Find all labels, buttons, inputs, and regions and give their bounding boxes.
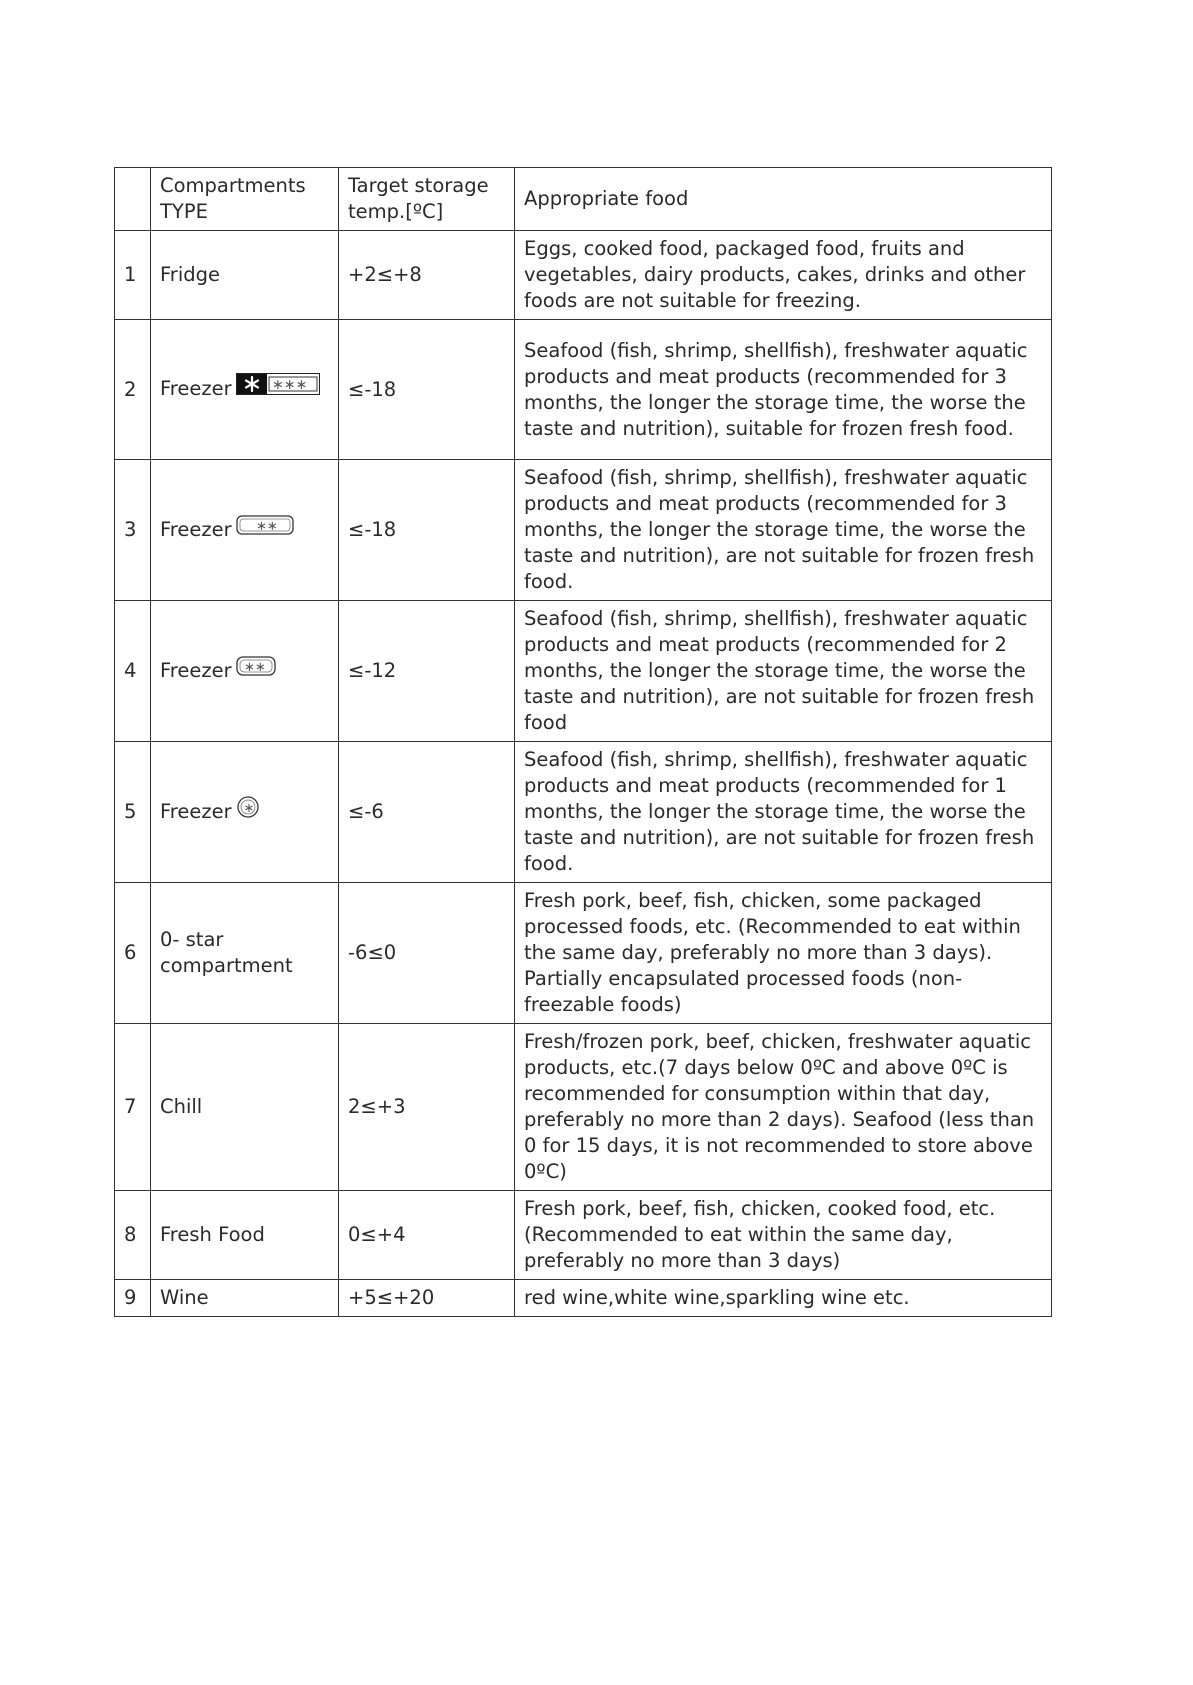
appropriate-food: red wine,white wine,sparkling wine etc. xyxy=(515,1280,1052,1317)
svg-text:∗: ∗ xyxy=(243,800,255,816)
one-star-freezer-icon xyxy=(236,795,260,826)
table-row xyxy=(115,883,1052,1024)
compartment-type xyxy=(151,320,339,460)
compartment-label: 0- star compartment xyxy=(160,928,293,977)
target-temp: ≤-18 xyxy=(339,320,515,460)
table-header-row xyxy=(115,168,1052,231)
table-row xyxy=(115,601,1052,742)
target-temp: ≤-12 xyxy=(339,601,515,742)
target-temp: ≤-18 xyxy=(339,460,515,601)
table-row xyxy=(115,1024,1052,1191)
target-temp: ≤-6 xyxy=(339,742,515,883)
table-row xyxy=(115,1280,1052,1317)
header-number xyxy=(115,168,151,231)
target-temp: 2≤+3 xyxy=(339,1024,515,1191)
appropriate-food: Eggs, cooked food, packaged food, fruits and vegetables, dairy products, cakes, drinks and other foods are not suitable for freezing. xyxy=(515,231,1052,320)
row-number: 2 xyxy=(115,320,151,460)
two-star-freezer-icon xyxy=(236,655,276,684)
row-number: 8 xyxy=(115,1191,151,1280)
target-temp: +5≤+20 xyxy=(339,1280,515,1317)
compartment-type xyxy=(151,742,339,883)
storage-temperature-table xyxy=(114,167,1052,1317)
target-temp: +2≤+8 xyxy=(339,231,515,320)
row-number: 9 xyxy=(115,1280,151,1317)
row-number: 7 xyxy=(115,1024,151,1191)
appropriate-food: Seafood (fish, shrimp, shellfish), freshwater aquatic products and meat products (recommended for 3 months, the longer the storage time, the worse the taste and nutrition), suitable for frozen fresh food. xyxy=(515,320,1052,460)
table-row xyxy=(115,231,1052,320)
target-temp: -6≤0 xyxy=(339,883,515,1024)
compartment-label: Chill xyxy=(160,1095,203,1118)
appropriate-food: Fresh pork, beef, fish, chicken, some packaged processed foods, etc. (Recommended to eat within the same day, preferably no more than 3 days). Partially encapsulated processed foods (non-freezable foods) xyxy=(515,883,1052,1024)
table-row xyxy=(115,320,1052,460)
compartment-type xyxy=(151,460,339,601)
appropriate-food: Fresh pork, beef, fish, chicken, cooked food, etc. (Recommended to eat within the same day, preferably no more than 3 days) xyxy=(515,1191,1052,1280)
row-number: 5 xyxy=(115,742,151,883)
table-row xyxy=(115,742,1052,883)
table-row xyxy=(115,1191,1052,1280)
appropriate-food: Seafood (fish, shrimp, shellfish), freshwater aquatic products and meat products (recommended for 1 months, the longer the storage time, the worse the taste and nutrition), are not suitable for frozen fresh food. xyxy=(515,742,1052,883)
compartment-type xyxy=(151,601,339,742)
appropriate-food: Seafood (fish, shrimp, shellfish), freshwater aquatic products and meat products (recommended for 2 months, the longer the storage time, the worse the taste and nutrition), are not suitable for frozen fresh food xyxy=(515,601,1052,742)
appropriate-food: Seafood (fish, shrimp, shellfish), freshwater aquatic products and meat products (recommended for 3 months, the longer the storage time, the worse the taste and nutrition), are not suitable for frozen fresh food. xyxy=(515,460,1052,601)
header-compartment-type: Compartments TYPE xyxy=(151,168,339,231)
row-number: 4 xyxy=(115,601,151,742)
row-number: 1 xyxy=(115,231,151,320)
compartment-type xyxy=(151,1280,339,1317)
compartment-label: Fridge xyxy=(160,263,220,286)
compartment-label: Fresh Food xyxy=(160,1223,265,1246)
compartment-type xyxy=(151,883,339,1024)
four-star-freezer-icon xyxy=(236,373,320,402)
compartment-label: Freezer xyxy=(160,799,232,823)
header-target-temp: Target storage temp.[ºC] xyxy=(339,168,515,231)
table-row xyxy=(115,460,1052,601)
svg-text:∗∗: ∗∗ xyxy=(255,518,278,534)
svg-text:∗∗∗: ∗∗∗ xyxy=(271,377,307,393)
row-number: 3 xyxy=(115,460,151,601)
svg-text:∗∗: ∗∗ xyxy=(243,659,266,675)
compartment-type xyxy=(151,231,339,320)
compartment-label: Wine xyxy=(160,1286,209,1309)
three-star-freezer-icon xyxy=(236,514,294,543)
appropriate-food: Fresh/frozen pork, beef, chicken, freshwater aquatic products, etc.(7 days below 0ºC and above 0ºC is recommended for consumption within that day, preferably no more than 2 days). Seafood (less than 0 for 15 days, it is not recommended to store above 0ºC) xyxy=(515,1024,1052,1191)
compartment-label: Freezer xyxy=(160,517,232,541)
target-temp: 0≤+4 xyxy=(339,1191,515,1280)
compartment-type xyxy=(151,1024,339,1191)
compartment-label: Freezer xyxy=(160,377,232,400)
compartment-label: Freezer xyxy=(160,658,232,682)
compartment-type xyxy=(151,1191,339,1280)
row-number: 6 xyxy=(115,883,151,1024)
header-appropriate-food: Appropriate food xyxy=(515,168,1052,231)
